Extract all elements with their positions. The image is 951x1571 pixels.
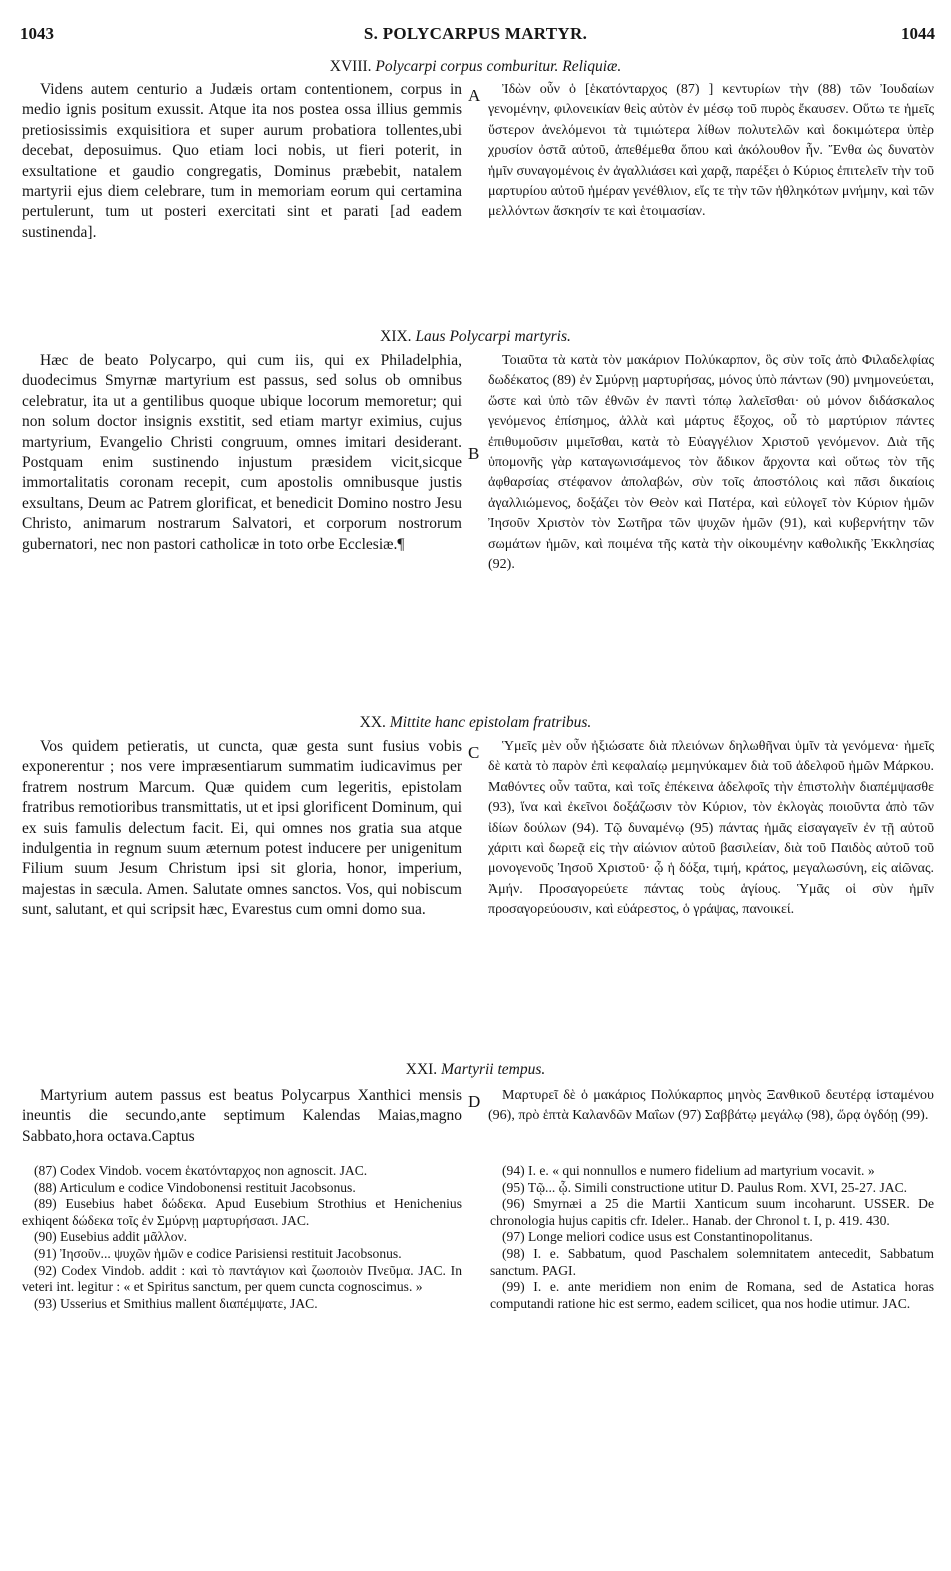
latin-paragraph-19: Hæc de beato Polycarpo, qui cum iis, qui ex Philadelphia, duodecimus Smyrnæ martyrium est passus, sed solus ob omnibus celebratur, ita ut a gentilibus quoque ubique locorum memoretur; qui non solum doctor insignis exstitit, sed etiam martyr eximius, cujus martyrium, Evangelio Christi congruum, omnes imitari desiderant. Postquam enim sustinendo injustum præsidem vicit,sicque immortalitatis coronam recepit, cum apostolis omnibusque justis exsultans, Deum ac Patrem glorificat, et benedicit Domino nostro Jesu Christo, animarum nostrarum Salvatori, et corporum nostrorum gubernatori, nec non pastori catholicæ in toto orbe Ecclesiæ.¶ [22,352,462,553]
section-title: Polycarpi corpus comburitur. Reliquiæ. [375,58,622,75]
footnote: (99) I. e. ante meridiem non enim de Romana, sed de Astatica horas computandi ratione hic est sermo, eadem scilicet, qua nos hodie utimur. JAC. [490,1279,934,1311]
footnote: (96) Smyrnæi a 25 die Martii Xanticum suum incoharunt. USSER. De chronologia hujus capitis cfr. Ideler.. Hanab. der Chronol t. I, p. 419. 430. [490,1196,934,1228]
section-heading-20 [0,713,951,733]
section-number: XX. [359,714,386,731]
greek-paragraph-19: Τοιαῦτα τὰ κατὰ τὸν μακάριον Πολύκαρπον, ὃς σὺν τοῖς ἀπὸ Φιλαδελφίας δωδέκατος (89) ἐν Σμύρνῃ μαρτυρήσας, μόνος ὑπὸ πάντων (90) μνημονεύεται, ὥστε καὶ ὑπὸ τῶν ἐθνῶν ἐν παντὶ τόπῳ λαλεῖσθαι· οὐ μόνον διδάσκαλος γενόμενος ἐπίσημος, ἀλλὰ καὶ μάρτυς ἔξοχος, οὗ τὸ μαρτύριον πάντες ἐπιθυμοῦσιν μιμεῖσθαι, κατὰ τὸ Εὐαγγέλιον Χριστοῦ γενόμενον. Διὰ τῆς ὑπομονῆς γὰρ καταγωνισάμενος τὸν ἄδικον ἄρχοντα καὶ οὕτως τὸν τῆς ἀφθαρσίας στέφανον ἀπολαβών, σὺν τοῖς ἀποστόλοις καὶ πᾶσι δικαίοις ἀγαλλιώμενος, δοξάζει τὸν Θεὸν καὶ Πατέρα, καὶ εὐλογεῖ τὸν Κύριον ἡμῶν Ἰησοῦν Χριστὸν τὸν Σωτῆρα τῶν ψυχῶν ἡμῶν (91), καὶ κυβερνήτην τῶν σωμάτων ἡμῶν, καὶ ποιμένα τῆς κατὰ τὴν οἰκουμένην καθολικῆς Ἐκκλησίας (92). [488,353,934,573]
footnote: (89) Eusebius habet δώδεκα. Apud Eusebium Strothius et Henichenius exhiqent δώδεκα τοῖς ἐν Σμύρνῃ μαρτυρήσασι. JAC. [22,1196,462,1228]
footnote: (90) Eusebius addit μᾶλλον. [34,1229,188,1245]
footnote: (98) I. e. Sabbatum, quod Paschalem solemnitatem antecedit, Sabbatum sanctum. PAGI. [490,1245,934,1278]
greek-paragraph-20: Ὑμεῖς μὲν οὖν ἠξιώσατε διὰ πλειόνων δηλωθῆναι ὑμῖν τὰ γενόμενα· ἡμεῖς δὲ κατὰ τὸ παρὸν ἐπὶ κεφαλαίῳ μεμηνύκαμεν διὰ τοῦ ἀδελφοῦ ἡμῶν Μάρκου. Μαθόντες οὖν ταῦτα, καὶ τοῖς ἐπέκεινα ἀδελφοῖς τὴν ἐπιστολὴν διαπέμψασθε (93), ἵνα καὶ ἐκεῖνοι δοξάζωσιν τὸν Κύριον, τὸν ἐκλογὰς ποιοῦντα ἀπὸ τῶν ἰδίων δούλων (94). Τῷ δυναμένῳ (95) πάντας ἡμᾶς εἰσαγαγεῖν ἐν τῇ αὐτοῦ χάριτι καὶ δωρεᾷ εἰς τὴν αἰώνιον αὐτοῦ βασιλείαν, διὰ τοῦ Παιδὸς αὐτοῦ τοῦ μονογενοῦς Ἰησοῦ Χριστοῦ· ᾧ ἡ δόξα, τιμή, κράτος, μεγαλωσύνη, εἰς αἰῶνας. Ἀμήν. Προσαγορεύετε πάντας τοὺς ἁγίους. Ὑμᾶς οἱ σὺν ἡμῖν προσαγορεύουσιν, καὶ εὐάρεστος, ὁ γράψας, πανοικεί. [488,739,934,918]
section-heading-19 [0,327,951,347]
section-number: XVIII. [329,58,372,75]
section-heading-21 [0,1060,951,1080]
footnote: (94) I. e. « qui nonnullos e numero fidelium ad martyrium vocavit. » [502,1163,875,1178]
section-title: Martyrii tempus. [441,1061,546,1078]
margin-letter-d: D [468,1092,481,1111]
latin-paragraph-20: Vos quidem petieratis, ut cuncta, quæ gesta sunt fusius vobis exponerentur ; nos vere impræsentiarum summatim iudicavimus per fratrem nostrum Marcum. Quæ quidem cum legeritis, epistolam fratribus remotioribus transmittatis, ut et ipsi glorificent Dominum, qui ex suis famulis delectum facit. Ei, qui omnes nos gratia sua atque indulgentia in regnum suum æternum potest inducere per unigenitum Filium suum Jesum Christum ipsi sit gloria, honor, imperium, majestas in sæcula. Amen. Salutate omnes sanctos. Vos, qui nobiscum sunt, salutant, et qui scripsit hæc, Evarestus cum omni domo sua. [22,738,462,919]
footnote: (92) Codex Vindob. addit : καὶ τὸ παντάγιον καὶ ζωοποιὸν Πνεῦμα. JAC. In veteri int. legitur : « et Spiritus sanctum, per quem cuncta cognoscimus. » [22,1262,462,1295]
footnotes-left [22,1163,462,1312]
latin-paragraph-18: Videns autem centurio a Judæis ortam contentionem, corpus in medio ignis positum exussit. Atque ita nos postea ossa illius gemmis pretiosissimis exquisitiora et super aurum probatiora tollentes,ubi decebat, deposuimus. Quo etiam loci nobis, ut fieri poterit, in exsultatione et gaudio congregatis, Dominus præbebit, natalem martyrii ejus diem celebrare, tum in memoriam eorum qui certamina pertulerunt, tum ut posteri exercitati sint et parati [ad eadem sustinenda]. [22,81,462,241]
footnote: (97) Longe meliori codice usus est Constantinopolitanus. [502,1229,813,1245]
footnote: (95) Τῷ... ᾧ. Simili constructione utitur D. Paulus Rom. XVI, 25-27. JAC. [502,1179,908,1195]
section-number: XXI. [405,1061,438,1078]
footnote: (87) Codex Vindob. vocem ἑκατόνταρχος non agnoscit. JAC. [34,1163,368,1178]
greek-paragraph-21: Μαρτυρεῖ δὲ ὁ μακάριος Πολύκαρπος μηνὸς Ξανθικοῦ δευτέρᾳ ἱσταμένου (96), πρὸ ἑπτὰ Καλανδῶν Μαΐων (97) Σαββάτῳ μεγάλῳ (98), ὥρᾳ ὀγδόῃ (99). [488,1088,934,1124]
margin-letter-c: C [468,743,480,762]
footnote: (93) Usserius et Smithius mallent διαπέμψατε, JAC. [34,1295,318,1311]
section-heading-18 [0,57,951,77]
page-title: S. POLYCARPUS MARTYR. [363,24,588,43]
footnotes-right [490,1163,934,1312]
greek-paragraph-18: Ἰδὼν οὖν ὁ [ἑκατόνταρχος (87) ] κεντυρίων τὴν (88) τῶν Ἰουδαίων γενομένην, φιλονεικίαν θεὶς αὐτὸν ἐν μέσῳ τοῦ πυρὸς ἔκαυσεν. Οὕτω τε ἡμεῖς ὕστερον ἀνελόμενοι τὰ τιμιώτερα λίθων πολυτελῶν καὶ δοκιμώτερα ὑπὲρ χρυσίον ὀστᾶ αὐτοῦ, ἀπεθέμεθα ὅπου καὶ ἀκόλουθον ἦν. Ἔνθα ὡς δυνατὸν ἡμῖν συναγομένοις ἐν ἀγαλλιάσει καὶ χαρᾷ, παρέξει ὁ Κύριος ἐπιτελεῖν τὴν τοῦ μαρτυρίου αὐτοῦ ἡμέραν γενέθλιον, εἴς τε τὴν τῶν ἠθληκότων μνήμην, καὶ τῶν μελλόντων ἄσκησίν τε καὶ ἑτοιμασίαν. [488,82,934,220]
page-number-left: 1043 [20,24,54,43]
footnote: (88) Articulum e codice Vindobonensi restituit Jacobsonus. [34,1179,356,1195]
section-title: Laus Polycarpi martyris. [415,328,571,345]
margin-letter-b: B [468,444,480,463]
footnote: (91) Ἰησοῦν... ψυχῶν ἡμῶν e codice Parisiensi restituit Jacobsonus. [34,1245,402,1261]
latin-paragraph-21: Martyrium autem passus est beatus Polycarpus Xanthici mensis ineuntis die secundo,ante septimum Kalendas Maias,magno Sabbato,hora octava.Captus [22,1087,462,1145]
margin-letter-a: A [468,86,481,105]
section-number: XIX. [380,328,412,345]
page-number-right: 1044 [901,24,935,43]
section-title: Mittite hanc epistolam fratribus. [389,714,592,731]
